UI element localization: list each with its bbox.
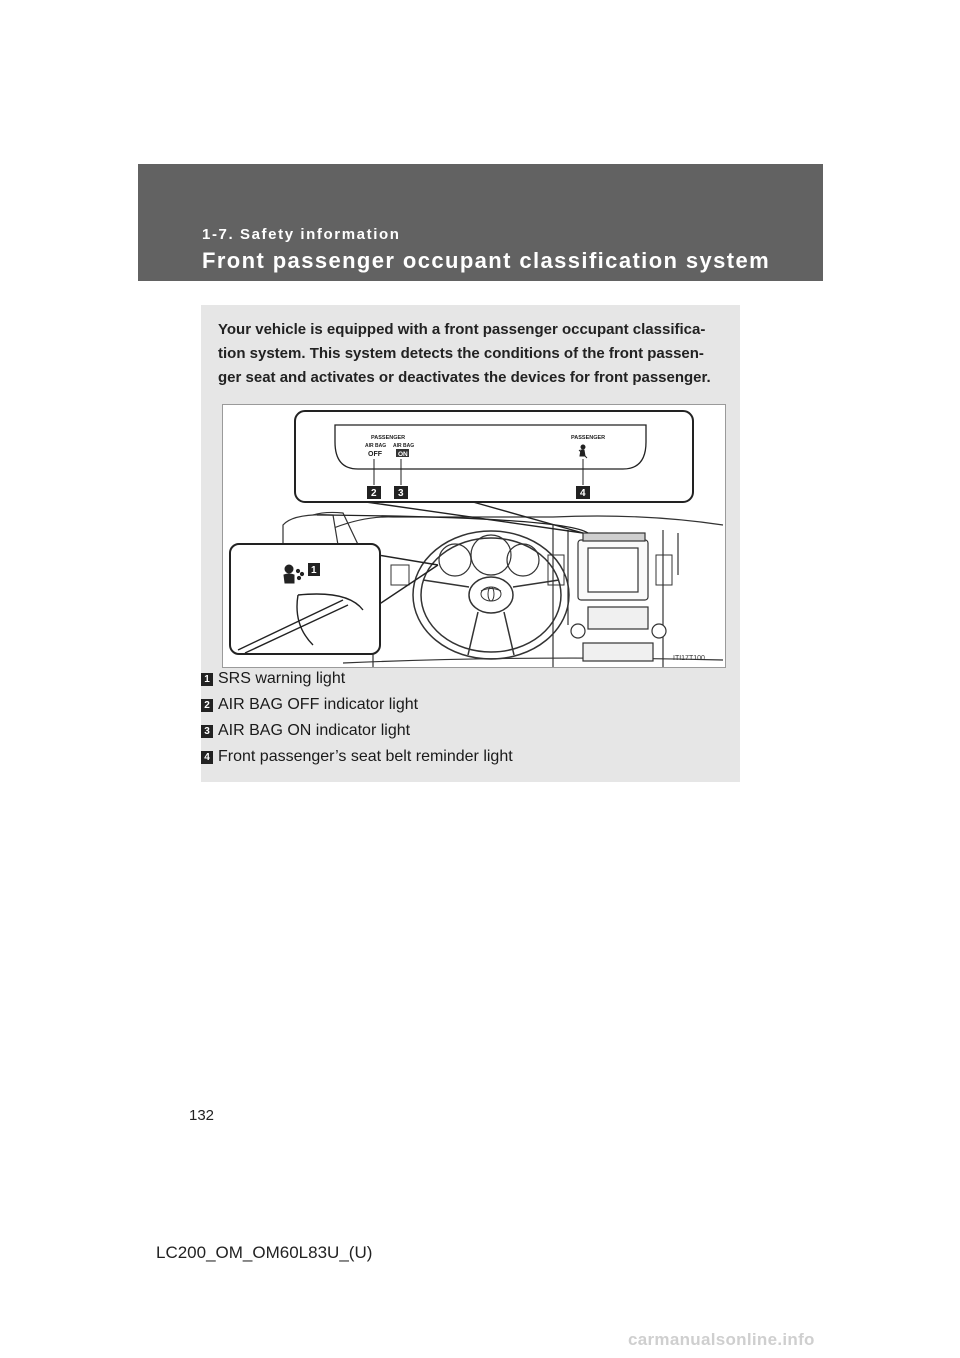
legend-number: 4 <box>201 751 213 764</box>
dashboard-illustration <box>222 404 726 668</box>
airbag-off-value: OFF <box>368 451 382 458</box>
intro-line: tion system. This system detects the conditions of the front passen- <box>218 345 704 362</box>
legend-item <box>201 745 513 769</box>
passenger-label-left: PASSENGER <box>371 435 406 441</box>
dashboard-drawing <box>223 405 725 667</box>
intro-paragraph <box>218 318 728 390</box>
legend-label: Front passenger’s seat belt reminder light <box>218 748 513 765</box>
footer-code: LC200_OM_OM60L83U_(U) <box>156 1243 373 1262</box>
content-panel <box>201 305 740 782</box>
callout-4-num: 4 <box>580 488 586 499</box>
legend-number: 2 <box>201 699 213 712</box>
passenger-label-right: PASSENGER <box>571 435 606 441</box>
legend-label: AIR BAG ON indicator light <box>218 722 411 739</box>
legend-item <box>201 667 345 691</box>
legend-number: 1 <box>201 673 213 686</box>
callout-3-num: 3 <box>398 488 404 499</box>
intro-line: ger seat and activates or deactivates the devices for front passenger. <box>218 369 711 386</box>
instrument-cluster <box>439 535 539 576</box>
callout-1-num: 1 <box>311 565 317 576</box>
srs-warning-callout <box>230 544 380 654</box>
legend-item <box>201 719 410 743</box>
callout-2-num: 2 <box>371 488 377 499</box>
airbag-on-value: ON <box>398 451 408 458</box>
legend-item <box>201 693 418 717</box>
legend-label: SRS warning light <box>218 670 346 687</box>
airbag-on-label: AIR BAG <box>393 443 415 449</box>
watermark: carmanualsonline.info <box>628 1330 815 1349</box>
section-header <box>138 164 823 281</box>
legend-label: AIR BAG OFF indicator light <box>218 696 419 713</box>
indicator-panel-callout <box>295 411 693 502</box>
toyota-emblem-icon <box>481 587 501 601</box>
airbag-off-label: AIR BAG <box>365 443 387 449</box>
section-label: 1-7. Safety information <box>202 226 401 243</box>
steering-wheel <box>413 531 569 659</box>
page-number: 132 <box>189 1107 215 1124</box>
legend-number: 3 <box>201 725 213 738</box>
page-title: Front passenger occupant classification system <box>202 248 771 273</box>
center-console <box>571 533 666 661</box>
image-code: ITI17T100 <box>673 655 705 662</box>
intro-line: Your vehicle is equipped with a front passenger occupant classifica- <box>218 321 706 338</box>
